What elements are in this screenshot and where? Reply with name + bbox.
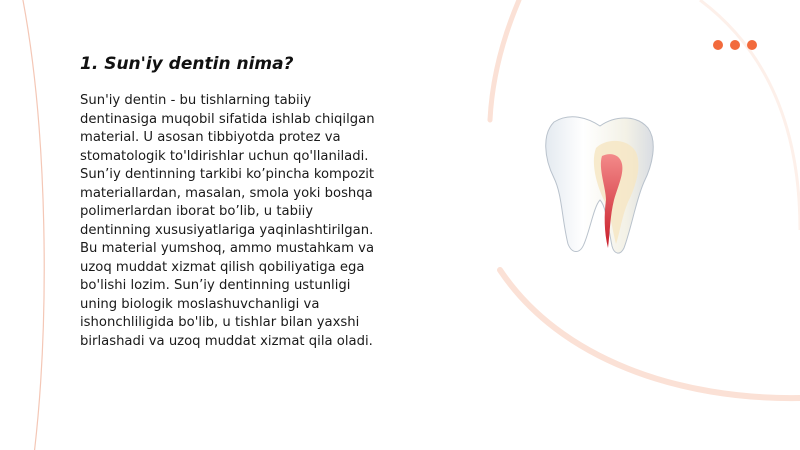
three-dots-icon [712,39,758,51]
body-paragraph: Sun'iy dentin - bu tishlarning tabiiy dentinasiga muqobil sifatida ishlab chiqilgan material. U asosan tibbiyotda protez va stomatologik to'ldirishlar uchun qo'llaniladi. Sun’iy dentinning tarkibi ko’pincha kompozit materiallardan, masalan, smola yoki boshqa polimerlardan iborat bo’lib, u tabiiy dentinning xususiyatlariga yaqinlashtirilgan. Bu material yumshoq, ammo mustahkam va uzoq muddat xizmat qilish qobiliyatiga ega bo'lishi lozim. Sun’iy dentinning ustunligi uning biologik moslashuvchanligi va ishonchliligida bo'lib, u tishlar bilan yaxshi birlashadi va uzoq muddat xizmat qila oladi. [80,93,375,349]
lower-arc [500,270,800,398]
tooth-icon [540,108,658,258]
left-edge-arc [22,0,44,450]
page-title: 1. Sun'iy dentin nima? [80,54,294,74]
right-faint-arc [700,0,800,230]
